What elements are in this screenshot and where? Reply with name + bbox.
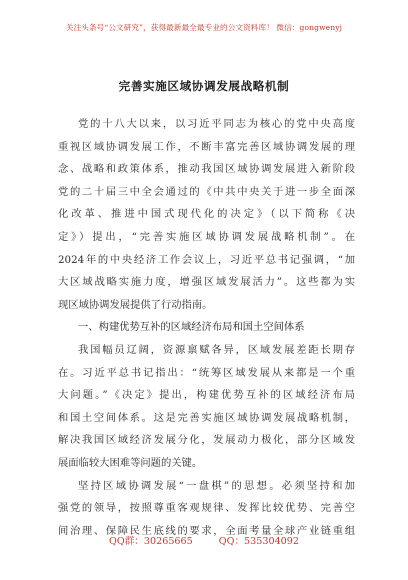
- body-line: 强党的领导，按照尊重客观规律、发挥比较优势、完善空: [58, 502, 355, 515]
- body-line: 党的十八大以来，以习近平同志为核心的党中央高度: [78, 118, 355, 130]
- body-line: 展面临较大困难等问题的关键。: [58, 456, 203, 469]
- footer-qq: QQ：535304092: [218, 536, 299, 547]
- header-notice: 关注头条号“公文研究”，获得最新最全最专业的公文资料库！ 微信：gongwenyj: [65, 23, 343, 32]
- body-line: 党的二十届三中全会通过的《中共中央关于进一步全面深: [58, 185, 355, 198]
- body-line: 重视区域协调发展工作，不断丰富完善区域协调发展的理: [58, 140, 355, 153]
- section-heading: 一、构建优势互补的区域经济布局和国土空间体系: [78, 321, 305, 334]
- body-line: 2024年的中央经济工作会议上，习近平总书记强调，“加: [58, 253, 355, 266]
- body-line: 化改革、推进中国式现代化的决定》（以下简称《决: [58, 208, 355, 221]
- document-title: 完善实施区域协调发展战略机制: [118, 79, 290, 93]
- body-line: 间治理、保障民生底线的要求，全面考量全球产业链重组: [58, 524, 355, 537]
- body-line: 大区域战略实施力度，增强区域发展活力”。这些都为实: [58, 276, 355, 289]
- footer-qq-group: QQ群：30265665: [108, 536, 193, 547]
- footer-contact: [0, 533, 408, 547]
- body-line: 解决我国区域经济发展分化，发展动力极化，部分区域发: [58, 434, 355, 447]
- body-line: 和国土空间体系。这是完善实施区域协调发展战略机制，: [58, 411, 355, 424]
- body-line: 在。习近平总书记指出：“统筹区域发展从来都是一个重: [58, 366, 355, 379]
- body-line: 定》）提出，“完善实施区域协调发展战略机制”。在: [58, 230, 355, 243]
- body-line: 念、战略和政策体系，推动我国区域协调发展进入新阶段: [58, 163, 355, 176]
- body-line: 我国幅员辽阔，资源禀赋各异，区域发展差距长期存: [78, 343, 355, 356]
- body-line: 现区域协调发展提供了行动指南。: [58, 298, 213, 311]
- body-line: 大问题。”《决定》提出，构建优势互补的区域经济布局: [58, 389, 355, 402]
- document-body: [58, 113, 355, 542]
- body-line: 坚持区域协调发展“一盘棋”的思想。必须坚持和加: [78, 479, 355, 492]
